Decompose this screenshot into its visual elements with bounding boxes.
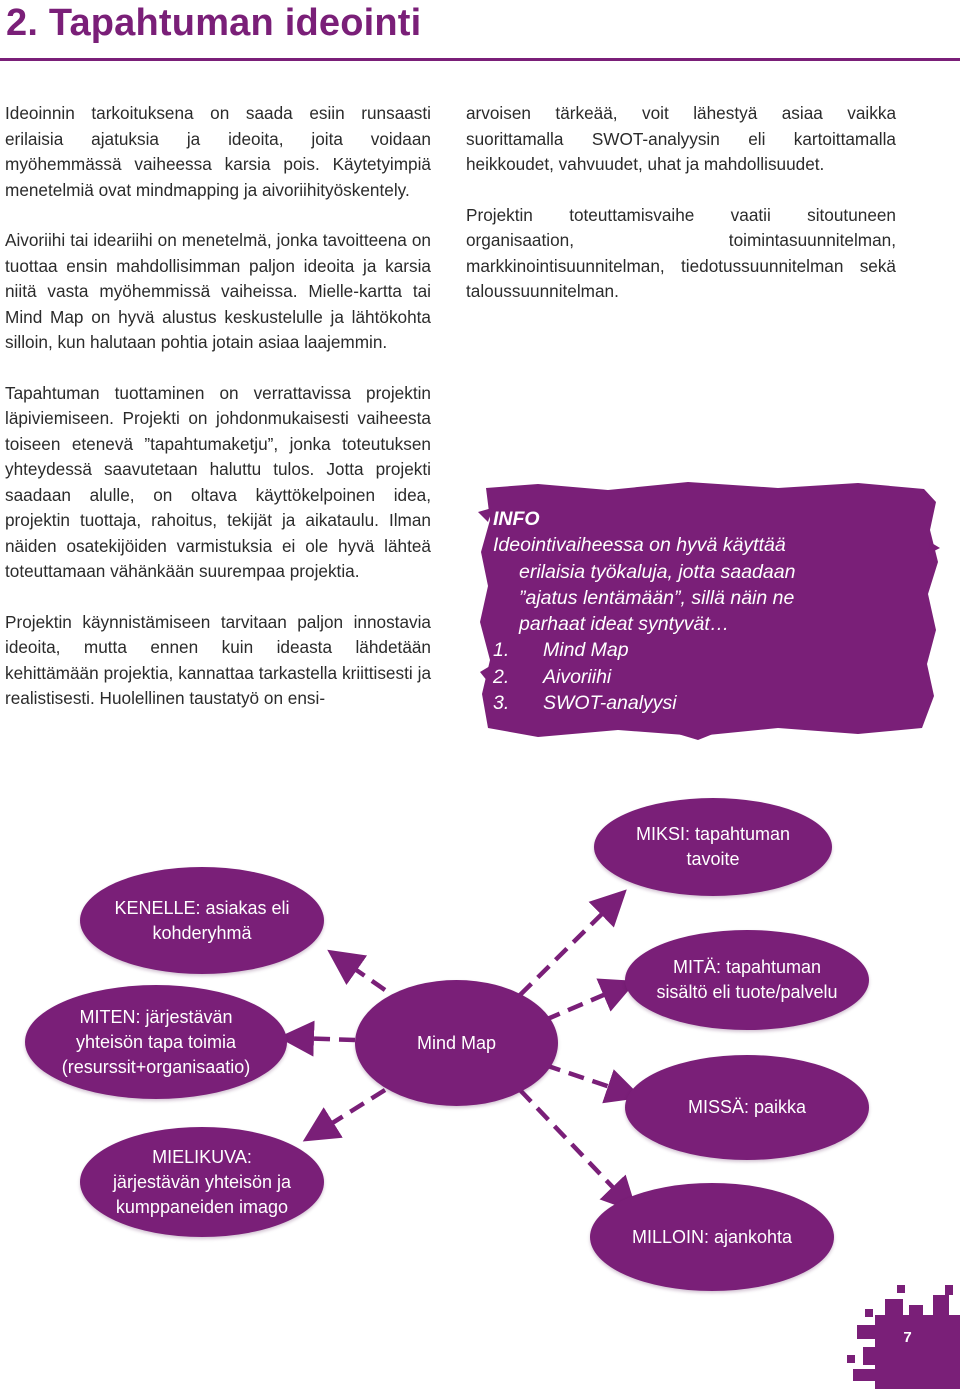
node-text: MIELIKUVA: <box>152 1146 252 1167</box>
left-column <box>5 101 431 737</box>
node-miten <box>25 985 287 1099</box>
info-line: erilaisia työkaluja, jotta saadaan <box>519 560 796 583</box>
paragraph: Tapahtuman tuottaminen on verrattavissa projektin läpiviemiseen. Projekti on johdonmukaisesti vaiheesta toiseen etenevä ”tapahtumaketju”, jonka toteutuksen yhteydessä saavutetaan haluttu tulos. Jotta projekti saadaan alulle, on oltava käyttökelpoinen idea, projektin tuottaja, rahoitus, tekijät ja aikataulu. Ilman näiden osatekijöiden varmistuksia ei ole hyvä lähteä toteuttamaan vähänkään suurempaa projektia. <box>5 382 431 581</box>
node-mielikuva <box>80 1127 324 1237</box>
node-text: MITÄ: tapahtuman <box>672 957 822 977</box>
list-number: 2. <box>493 665 510 688</box>
node-miksi <box>594 798 832 896</box>
list-label: Aivoriihi <box>543 665 612 688</box>
node-kenelle <box>80 867 324 974</box>
node-text: MITEN: järjestävän <box>79 1006 233 1027</box>
node-text: MISSÄ: paikka <box>687 1097 807 1117</box>
title-divider <box>0 58 960 61</box>
info-content <box>493 506 795 716</box>
node-text: KENELLE: asiakas eli <box>114 897 290 918</box>
info-list <box>493 637 795 716</box>
paragraph: Projektin käynnistämiseen tarvitaan paljon innostavia ideoita, mutta ennen kuin ideasta lähdetään kehittämään projektia, kannattaa tarkastella kriittisesti ja realistisesti. Huolellinen taustatyö on ensi- <box>5 611 431 708</box>
mind-map-diagram <box>0 780 960 1260</box>
arrow-to-mielikuva <box>318 1090 385 1132</box>
list-item <box>493 637 795 663</box>
node-text: järjestävän yhteisön ja <box>112 1171 292 1192</box>
arrow-to-milloin <box>520 1090 625 1200</box>
info-line: ”ajatus lentämään”, sillä näin ne <box>519 586 795 609</box>
info-box <box>478 482 940 740</box>
list-item <box>493 690 795 716</box>
list-label: Mind Map <box>543 639 629 662</box>
list-number: 1. <box>493 639 510 662</box>
node-text: Mind Map <box>416 1032 497 1053</box>
node-text: kumppaneiden imago <box>115 1196 289 1217</box>
node-mita <box>625 930 869 1030</box>
node-text: (resurssit+organisaatio) <box>61 1056 251 1077</box>
info-title: INFO <box>493 508 540 530</box>
arrow-to-miten <box>296 1038 355 1040</box>
node-text: sisältö eli tuote/palvelu <box>656 982 838 1002</box>
node-text: MILLOIN: ajankohta <box>631 1226 793 1247</box>
page-number-badge <box>845 1285 960 1389</box>
node-text: kohderyhmä <box>152 922 252 943</box>
node-center-mind-map <box>355 980 558 1106</box>
node-text: MIKSI: tapahtuman <box>635 824 791 844</box>
list-item <box>493 664 795 690</box>
node-text: yhteisön tapa toimia <box>75 1031 237 1052</box>
paragraph: arvoisen tärkeää, voit lähestyä asiaa vaikka suorittamalla SWOT-analyysin eli kartoittamalla heikkoudet, vahvuudet, uhat ja mahdollisuudet. <box>466 103 896 174</box>
arrow-to-miksi <box>520 902 614 995</box>
arrow-to-mita <box>545 988 620 1020</box>
page-number: 7 <box>903 1328 912 1346</box>
paragraph: Projektin toteuttamisvaihe vaatii sitoutuneen organisaation, toimintasuunnitelman, markkinointisuunnitelman, tiedotussuunnitelman sekä taloussuunnitelman. <box>466 204 896 301</box>
info-line: Ideointivaiheessa on hyvä käyttää <box>493 534 786 557</box>
node-text: tavoite <box>686 849 740 869</box>
paragraph: Aivoriihi tai ideariihi on menetelmä, jonka tavoitteena on tuottaa ensin mahdollisimman paljon ideoita ja karsia niitä vasta myöhemmissä vaiheissa. Mielle-kartta tai Mind Map on hyvä alustus keskustelulle ja lähtökohta silloin, kun halutaan pohtia jotain asiaa laajemmin. <box>5 230 431 352</box>
arrow-to-kenelle <box>342 960 385 990</box>
node-missa <box>625 1055 869 1160</box>
list-label: SWOT-analyysi <box>543 692 677 715</box>
right-column <box>466 101 896 330</box>
list-number: 3. <box>493 692 510 715</box>
node-milloin <box>590 1183 834 1291</box>
paragraph: Ideoinnin tarkoituksena on saada esiin runsaasti erilaisia ajatuksia ja ideoita, joita voidaan myöhemmässä vaiheessa karsia pois. Käytetyimpiä menetelmiä ovat mindmapping ja aivoriihityöskentely. <box>5 103 431 200</box>
page-title: 2. Tapahtuman ideointi <box>6 2 422 44</box>
arrow-to-missa <box>545 1065 625 1092</box>
info-line: parhaat ideat syntyvät… <box>519 613 730 636</box>
